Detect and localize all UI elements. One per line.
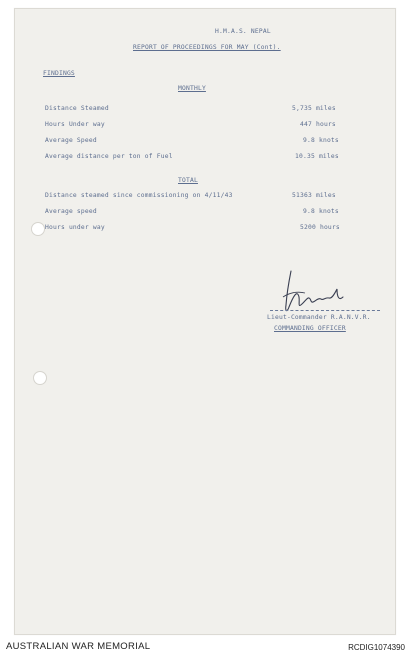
- signature-dash-line: [270, 310, 380, 311]
- monthly-row-value: 10.35 miles: [295, 153, 339, 160]
- punch-hole-top: [31, 222, 45, 236]
- ship-name: H.M.A.S. NEPAL: [215, 28, 271, 35]
- monthly-heading: MONTHLY: [178, 85, 206, 92]
- monthly-row-value: 5,735 miles: [292, 105, 336, 112]
- monthly-row-value: 447 hours: [300, 121, 336, 128]
- monthly-row-value: 9.8 knots: [303, 137, 339, 144]
- monthly-row-label: Distance Steamed: [45, 105, 109, 112]
- total-row-label: Distance steamed since commissioning on 4/11/43: [45, 192, 233, 199]
- officer-rank: Lieut-Commander R.A.N.V.R.: [267, 314, 371, 321]
- report-title: REPORT OF PROCEEDINGS FOR MAY (Cont).: [133, 44, 281, 51]
- total-row-value: 51363 miles: [292, 192, 336, 199]
- archive-name: AUSTRALIAN WAR MEMORIAL: [6, 641, 151, 652]
- total-row-value: 5200 hours: [300, 224, 340, 231]
- handwritten-signature: [277, 267, 357, 319]
- total-row-label: Hours under way: [45, 224, 105, 231]
- monthly-row-label: Hours Under way: [45, 121, 105, 128]
- total-row-value: 9.8 knots: [303, 208, 339, 215]
- total-heading: TOTAL: [178, 177, 198, 184]
- punch-hole-bottom: [33, 371, 47, 385]
- archive-id: RCDIG1074390: [348, 643, 405, 652]
- monthly-row-label: Average distance per ton of Fuel: [45, 153, 173, 160]
- officer-role: COMMANDING OFFICER: [274, 325, 346, 332]
- monthly-row-label: Average Speed: [45, 137, 97, 144]
- document-page: [14, 8, 396, 635]
- section-label: FINDINGS: [43, 70, 75, 77]
- total-row-label: Average speed: [45, 208, 97, 215]
